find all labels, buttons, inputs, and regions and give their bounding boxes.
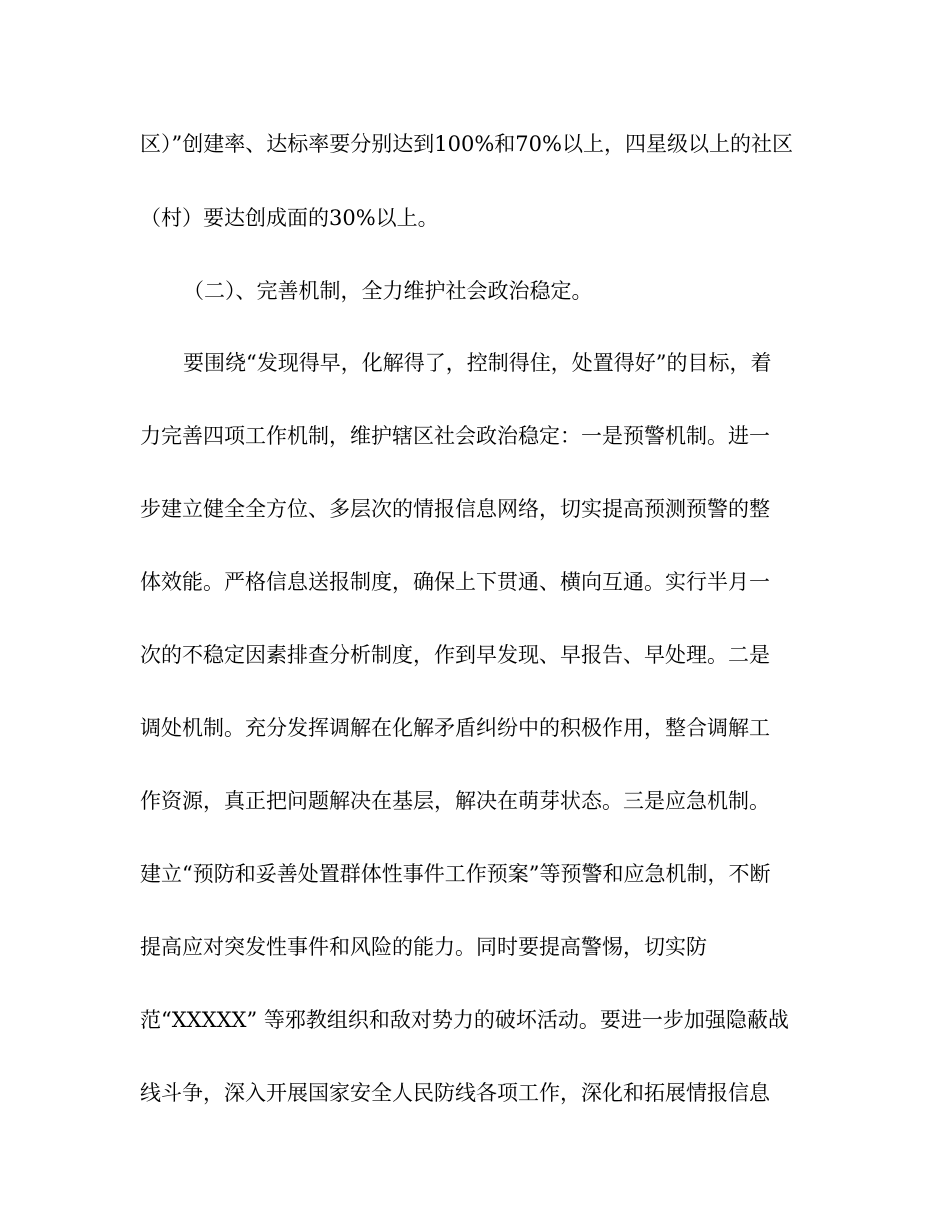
section-heading: （二）、完善机制，全力维护社会政治稳定。 bbox=[183, 279, 593, 303]
body-text-line: 调处机制。充分发挥调解在化解矛盾纠纷中的积极作用，整合调解工 bbox=[140, 716, 770, 740]
body-text-line: 区）”创建率、达标率要分别达到100%和70%以上，四星级以上的社区 bbox=[140, 132, 793, 156]
body-text-line: 线斗争，深入开展国家安全人民防线各项工作，深化和拓展情报信息 bbox=[140, 1081, 770, 1105]
body-text-line: 作资源，真正把问题解决在基层，解决在萌芽状态。三是应急机制。 bbox=[140, 789, 770, 813]
body-text-line: 力完善四项工作机制，维护辖区社会政治稳定：一是预警机制。进一 bbox=[140, 424, 770, 448]
body-text-line: 提高应对突发性事件和风险的能力。同时要提高警惕，切实防 bbox=[140, 935, 707, 959]
body-text-line: 体效能。严格信息送报制度，确保上下贯通、横向互通。实行半月一 bbox=[140, 570, 770, 594]
body-text-line: （村）要达创成面的30%以上。 bbox=[140, 206, 439, 230]
body-text-line: 要围绕“发现得早，化解得了，控制得住，处置得好”的目标，着 bbox=[183, 351, 772, 375]
body-text-line: 次的不稳定因素排查分析制度，作到早发现、早报告、早处理。二是 bbox=[140, 643, 770, 667]
body-text-line: 步建立健全全方位、多层次的情报信息网络，切实提高预测预警的整 bbox=[140, 497, 770, 521]
body-text-line: 建立“预防和妥善处置群体性事件工作预案”等预警和应急机制，不断 bbox=[140, 862, 771, 886]
body-text-line: 范“XXXXX” 等邪教组织和敌对势力的破坏活动。要进一步加强隐蔽战 bbox=[140, 1008, 789, 1032]
